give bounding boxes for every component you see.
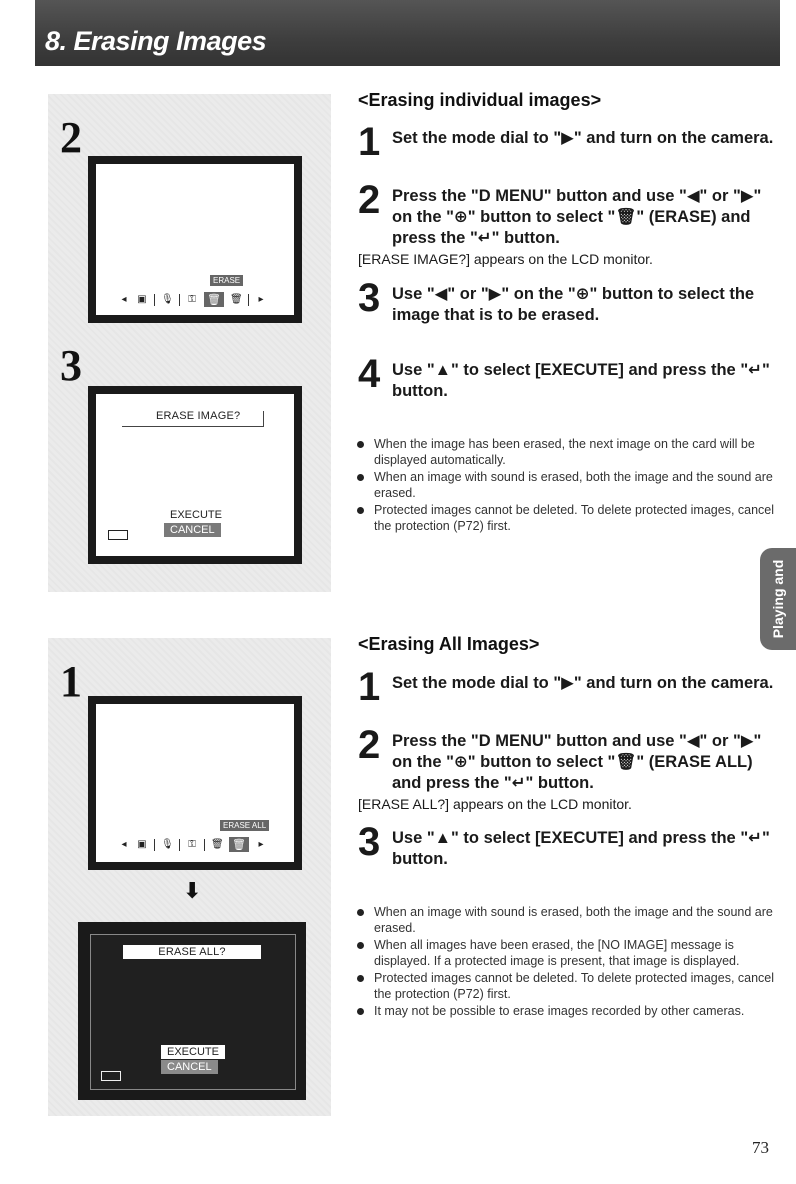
section-heading-individual: <Erasing individual images> <box>358 90 602 110</box>
lcd-screen-menu <box>88 696 302 870</box>
right-arrow-icon: ▸ <box>258 294 264 305</box>
erase-menu-tag: ERASE <box>210 275 243 286</box>
illustration-step-number: 2 <box>60 113 82 162</box>
note-item: Protected images cannot be deleted. To delete protected images, cancel the protection (P72) first. <box>355 970 775 1002</box>
note-item: It may not be possible to erase images recorded by other cameras. <box>355 1003 775 1019</box>
note-item: When an image with sound is erased, both the image and the sound are erased. <box>355 904 775 936</box>
lcd-screen-dialog <box>88 386 302 564</box>
battery-icon <box>101 1071 121 1081</box>
cancel-option: CANCEL <box>164 523 221 537</box>
page-number: 73 <box>752 1138 769 1157</box>
cancel-option: CANCEL <box>161 1060 218 1074</box>
note-item: Protected images cannot be deleted. To delete protected images, cancel the protection (P72) first. <box>355 502 775 534</box>
right-arrow-icon: ▸ <box>258 839 264 850</box>
section-header <box>35 0 780 66</box>
illustration-step-number: 1 <box>60 657 82 706</box>
instruction-step: 1 Set the mode dial to "▶" and turn on the camera. <box>358 665 774 709</box>
key-icon: ⚿ <box>188 294 196 305</box>
execute-option: EXECUTE <box>161 1045 225 1059</box>
mic-icon: 🎙 <box>161 294 174 305</box>
trash-icon: 🗑 <box>211 839 224 850</box>
left-arrow-icon: ◂ <box>121 839 127 850</box>
instruction-step: 3 Use "◀" or "▶" on the "⊕" button to select the image that is to be erased. <box>358 276 755 324</box>
arrow-down-icon: ⬇ <box>183 878 202 903</box>
instruction-step: 2 Press the "D MENU" button and use "◀" or "▶" on the "⊕" button to select "🗑" (ERASE) and press the "↵" button. [ERASE IMAGE?] appears on the LCD monitor. <box>358 186 778 269</box>
left-arrow-icon: ◂ <box>121 294 127 305</box>
trash-all-icon: 🗑 <box>229 294 243 305</box>
notes-list <box>355 436 775 535</box>
dialog-title: ERASE ALL? <box>123 945 261 959</box>
notes-list <box>355 904 775 1020</box>
menu-icon-row <box>118 837 267 852</box>
instruction-step: 2 Press the "D MENU" button and use "◀" or "▶" on the "⊕" button to select "🗑" (ERASE ALL) and press the "↵" button. [ERASE ALL?] appears on the LCD monitor. <box>358 731 778 814</box>
execute-option: EXECUTE <box>170 509 222 521</box>
instruction-step: 1 Set the mode dial to "▶" and turn on the camera. <box>358 120 774 164</box>
trash-icon: 🗑 <box>204 292 224 307</box>
illustration-step-number: 3 <box>60 341 82 390</box>
lcd-screen-menu <box>88 156 302 323</box>
menu-icon-row <box>118 292 267 307</box>
step-subtext: [ERASE IMAGE?] appears on the LCD monitor. <box>358 251 653 267</box>
section-heading-all: <Erasing All Images> <box>358 634 540 654</box>
lcd-screen-dialog <box>78 922 306 1100</box>
note-item: When an image with sound is erased, both the image and the sound are erased. <box>355 469 775 501</box>
quality-icon: ▣ <box>137 839 147 850</box>
battery-icon <box>108 530 128 540</box>
quality-icon: ▣ <box>137 294 147 305</box>
chapter-side-tab <box>760 548 796 650</box>
instruction-step: 3 Use "▲" to select [EXECUTE] and press the "↵" button. <box>358 820 770 868</box>
step-subtext: [ERASE ALL?] appears on the LCD monitor. <box>358 796 632 812</box>
note-item: When all images have been erased, the [NO IMAGE] message is displayed. If a protected image is present, that image is displayed. <box>355 937 775 969</box>
illustration-panel-bottom <box>48 638 331 1116</box>
chapter-side-tab-label: Playing and <box>770 559 786 639</box>
section-title: 8. Erasing Images <box>45 26 267 56</box>
erase-all-menu-tag: ERASE ALL <box>220 820 269 831</box>
note-item: When the image has been erased, the next image on the card will be displayed automatically. <box>355 436 775 468</box>
mic-icon: 🎙 <box>161 839 174 850</box>
dialog-title: ERASE IMAGE? <box>156 410 241 422</box>
trash-all-icon: 🗑 <box>229 837 249 852</box>
instruction-step: 4 Use "▲" to select [EXECUTE] and press the "↵" button. <box>358 352 770 400</box>
key-icon: ⚿ <box>188 839 196 850</box>
illustration-panel-top <box>48 94 331 592</box>
